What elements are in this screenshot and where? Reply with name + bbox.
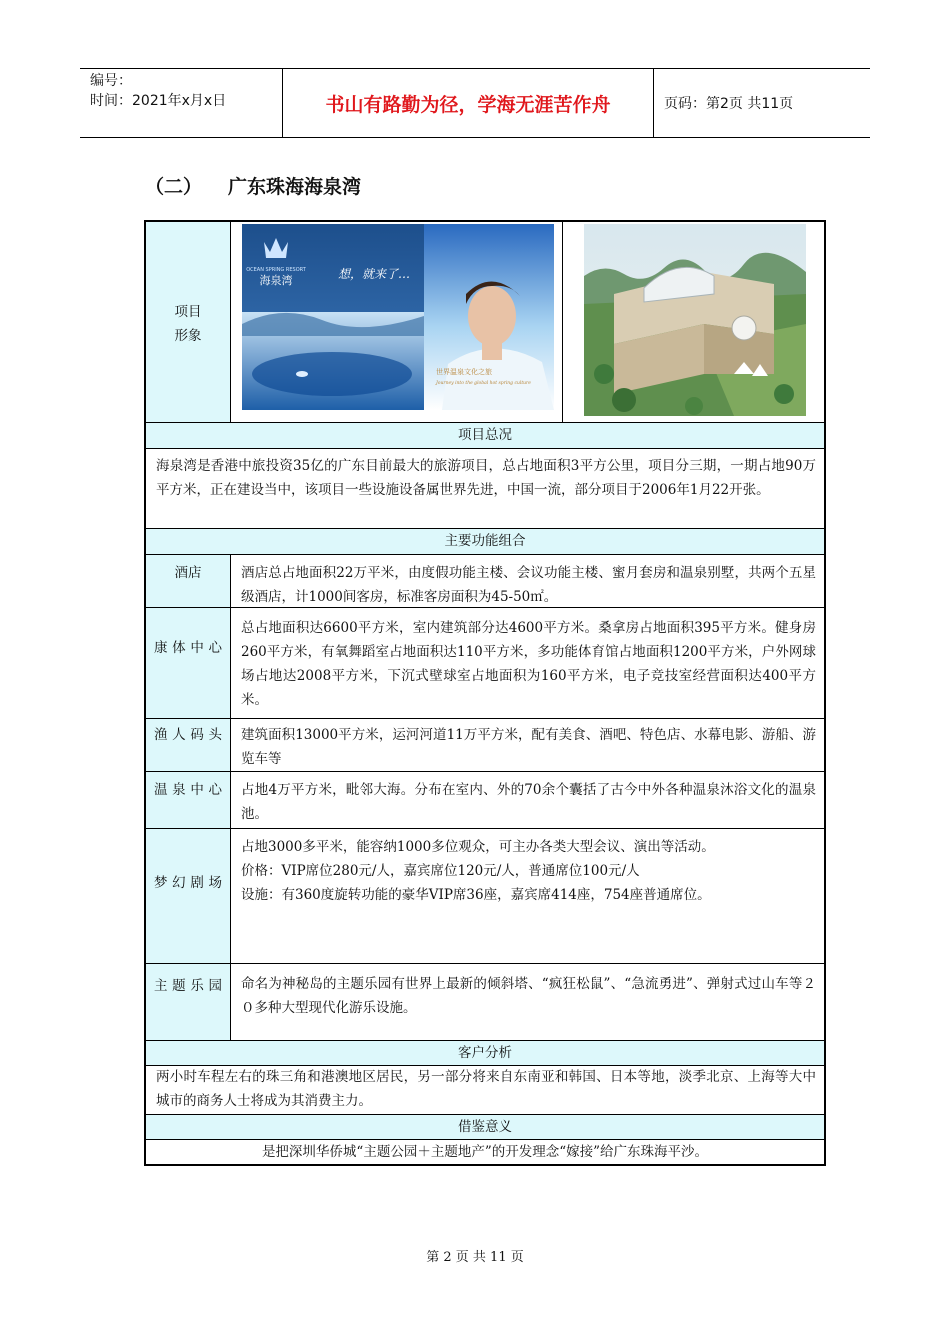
poster-slogan: 想，就来了…	[337, 267, 411, 281]
project-table	[144, 220, 826, 1166]
function-text-hotel: 酒店总占地面积22万平米，由度假功能主楼、会议功能主楼、蜜月套房和温泉别墅，共两个五星级酒店，计1000间客房，标准客房面积为45-50㎡。	[241, 565, 816, 605]
function-text-hotspring: 占地4万平方米，毗邻大海。分布在室内、外的70余个囊括了古今中外各种温泉沐浴文化的温泉池。	[241, 782, 816, 822]
overview-text: 海泉湾是香港中旅投资35亿的广东目前最大的旅游项目，总占地面积3平方公里，项目分三期，一期占地90万平方米，正在建设当中，该项目一些设施设备属世界先进，中国一流，部分项目于2006年1月22开张。	[156, 458, 816, 498]
reference-text: 是把深圳华侨城“主题公园＋主题地产”的开发理念“嫁接”给广东珠海平沙。	[261, 1144, 709, 1160]
overview-heading: 项目总况	[146, 423, 824, 448]
image-row-label-line2: 形象	[174, 328, 202, 344]
page-header	[80, 68, 870, 138]
function-label-hotel: 酒店	[146, 555, 230, 607]
resort-poster-svg	[242, 224, 554, 410]
reference-heading: 借鉴意义	[146, 1115, 824, 1139]
function-label-wharf-cell	[146, 719, 230, 771]
header-meta	[80, 69, 283, 137]
header-motto: 书山有路勤为径，学海无涯苦作舟	[283, 69, 654, 137]
resort-building-image	[584, 224, 806, 416]
poster-logo-en: OCEAN SPRING RESORT	[246, 267, 306, 273]
resort-poster-image	[242, 224, 554, 410]
function-label-themepark-cell	[146, 964, 230, 1040]
function-label-theater: 梦幻剧场	[154, 875, 222, 891]
poster-caption-en: Journey into the global hot spring culture	[436, 381, 531, 386]
function-text-theater	[231, 835, 824, 907]
time-label: 时间：2021年x月x日	[90, 93, 227, 109]
customers-text: 两小时车程左右的珠三角和港澳地区居民，另一部分将来自东南亚和韩国、日本等地，淡季北京、上海等大中城市的商务人士将成为其消费主力。	[156, 1069, 816, 1109]
section-title-prefix: （二）	[145, 176, 203, 198]
resort-building-svg	[584, 224, 806, 416]
function-label-themepark: 主题乐园	[154, 978, 222, 994]
section-title	[145, 172, 361, 199]
section-title-text: 广东珠海海泉湾	[228, 176, 362, 198]
function-label-hotspring-cell	[146, 772, 230, 828]
customers-heading: 客户分析	[146, 1041, 824, 1065]
poster-caption-cn: 世界温泉文化之旅	[436, 368, 492, 376]
theater-text-facility: 设施：有360度旋转功能的豪华VIP席36座，嘉宾席414座，754座普通席位。	[241, 887, 711, 903]
function-label-wharf: 渔人码头	[154, 727, 222, 743]
number-label: 编号：	[90, 73, 132, 89]
image-row-label-line1: 项目	[174, 304, 202, 320]
page-footer: 第 2 页 共 11 页	[426, 1250, 524, 1265]
function-label-hotspring: 温泉中心	[154, 782, 222, 798]
theater-text-intro: 占地3000多平米，能容纳1000多位观众，可主办各类大型会议、演出等活动。	[241, 839, 715, 855]
function-text-wharf: 建筑面积13000平方米，运河河道11万平方米，配有美食、酒吧、特色店、水幕电影、游船、游览车等	[241, 727, 816, 767]
function-label-fitness-cell	[146, 608, 230, 718]
function-text-fitness: 总占地面积达6600平方米，室内建筑部分达4600平方米。桑拿房占地面积395平方米。健身房 260平方米，有氧舞蹈室占地面积达110平方米，多功能体育馆占地面积1200平方米，户外网球场占地达2008平方米，下沉式壁球室占地面积为160平方米，电子竞技室经营面积达400平方米。	[241, 620, 816, 708]
image-row-label-cell	[146, 222, 230, 422]
function-label-theater-cell	[146, 829, 230, 963]
functions-heading: 主要功能组合	[146, 529, 824, 554]
header-page-label: 页码：第2页 共11页	[664, 96, 794, 112]
theater-text-price: 价格：VIP席位280元/人，嘉宾席位120元/人，普通席位100元/人	[241, 863, 640, 879]
poster-logo-text: 海泉湾	[259, 274, 293, 287]
function-label-fitness: 康体中心	[154, 640, 222, 656]
function-text-themepark: 命名为神秘岛的主题乐园有世界上最新的倾斜塔、“疯狂松鼠”、“急流勇进”、弹射式过山车等２０多种大型现代化游乐设施。	[241, 976, 816, 1016]
